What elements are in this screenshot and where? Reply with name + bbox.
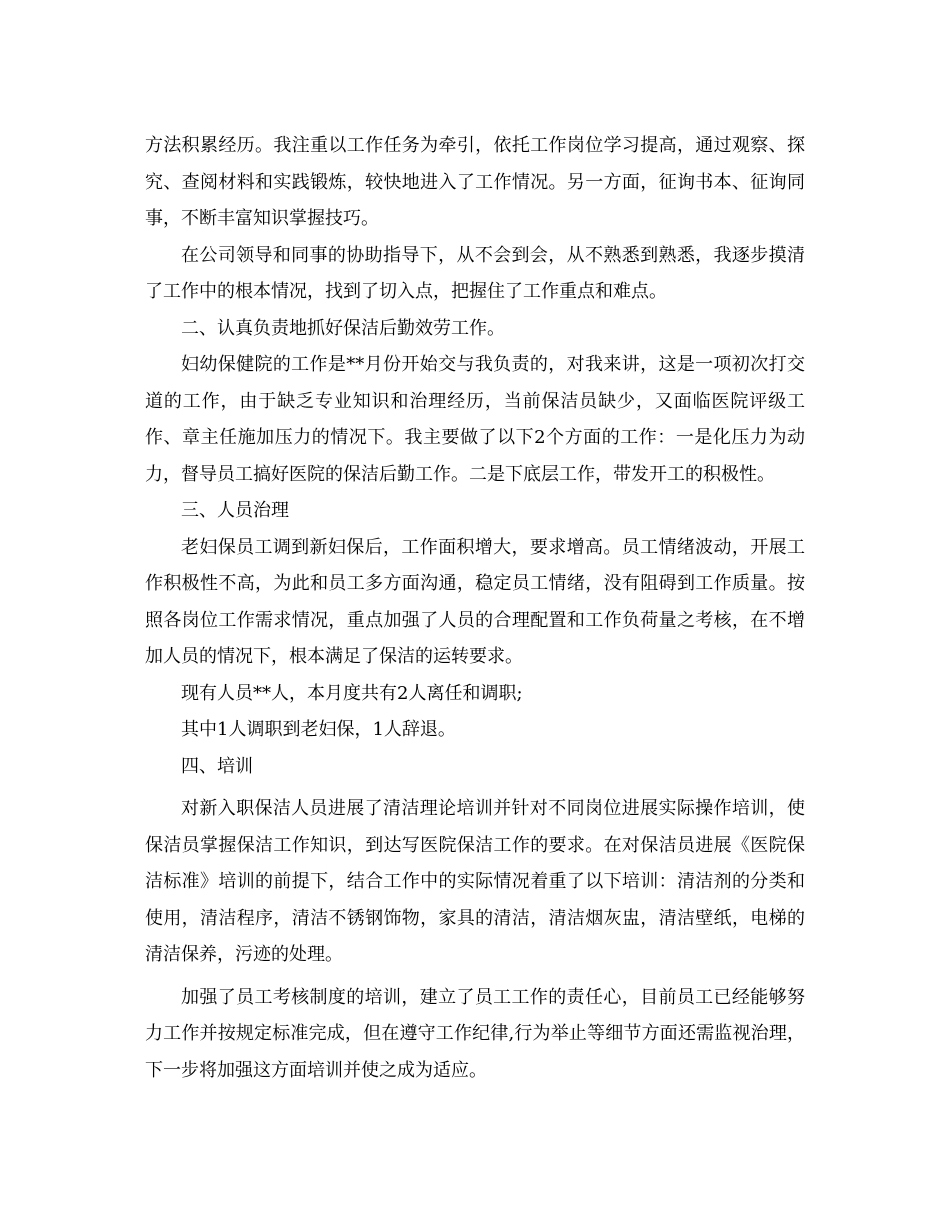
paragraph-hospital-work: 妇幼保健院的工作是**月份开始交与我负责的，对我来讲，这是一项初次打交道的工作，由于缺乏专业知识和治理经历，当前保洁员缺少，又面临医院评级工作、章主任施加压力的情况下。我主要做了以下2个方面的工作：一是化压力为动力，督导员工搞好医院的保洁后勤工作。二是下底层工作，带发开工的积极性。 <box>145 354 805 485</box>
paragraph-guidance: 在公司领导和同事的协助指导下，从不会到会，从不熟悉到熟悉，我逐步摸清了工作中的根本情况，找到了切入点，把握住了工作重点和难点。 <box>145 244 805 302</box>
paragraph-assessment: 加强了员工考核制度的培训，建立了员工工作的责任心，目前员工已经能够努力工作并按规定标准完成，但在遵守工作纪律,行为举止等细节方面还需监视治理，下一步将加强这方面培训并使之成为适应。 <box>145 986 805 1081</box>
section-heading-three: 三、人员治理 <box>181 500 289 521</box>
section-heading-four: 四、培训 <box>181 755 253 777</box>
paragraph-training: 对新入职保洁人员进展了清洁理论培训并针对不同岗位进展实际操作培训，使保洁员掌握保洁工作知识，到达写医院保洁工作的要求。在对保洁员进展《医院保洁标准》培训的前提下，结合工作中的实际情况着重了以下培训：清洁剂的分类和使用，清洁程序，清洁不锈钢饰物，家具的清洁，清洁烟灰盅，清洁壁纸，电梯的清洁保养，污迹的处理。 <box>145 798 805 965</box>
paragraph-staff-count: 现有人员**人，本月度共有2人离任和调职; <box>181 682 523 704</box>
section-heading-two: 二、认真负责地抓好保洁后勤效劳工作。 <box>181 317 505 339</box>
document-body <box>145 128 805 1089</box>
paragraph-intro-continued: 方法积累经历。我注重以工作任务为牵引，依托工作岗位学习提高，通过观察、探究、查阅材料和实践锻炼，较快地进入了工作情况。另一方面，征询书本、征询同事，不断丰富知识掌握技巧。 <box>145 135 805 229</box>
paragraph-staff-management: 老妇保员工调到新妇保后，工作面积增大，要求增高。员工情绪波动，开展工作积极性不高，为此和员工多方面沟通，稳定员工情绪，没有阻碍到工作质量。按照各岗位工作需求情况，重点加强了人员的合理配置和工作负荷量之考核，在不增加人员的情况下，根本满足了保洁的运转要求。 <box>145 536 805 667</box>
paragraph-staff-changes: 其中1人调职到老妇保，1人辞退。 <box>181 719 456 740</box>
